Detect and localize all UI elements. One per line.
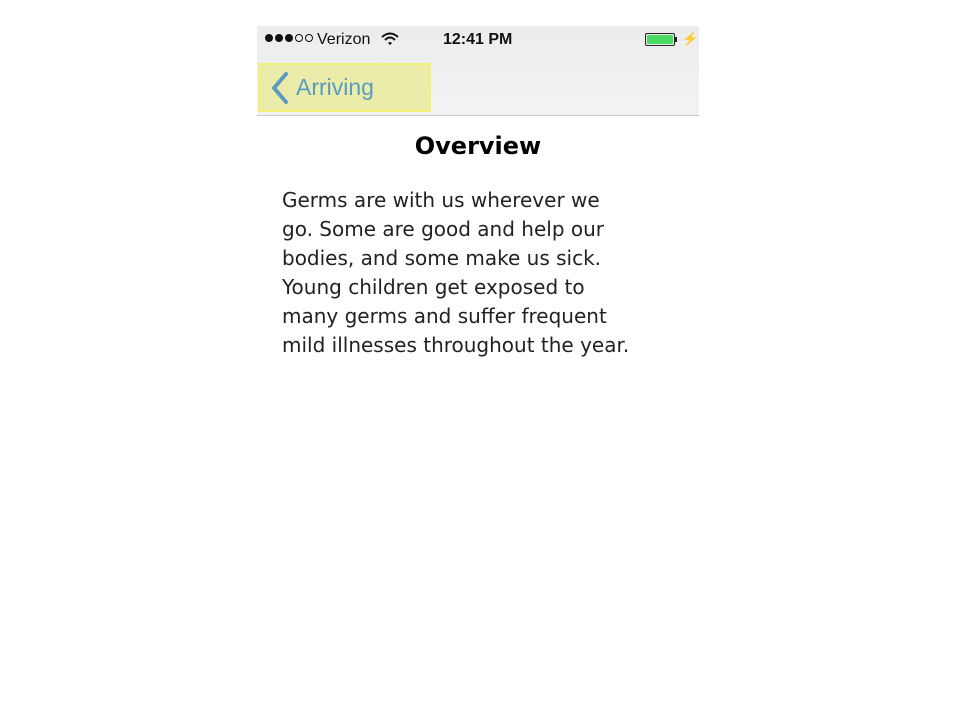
battery-icon [645,33,675,46]
status-bar [257,26,699,56]
paragraph-line: Germs are with us wherever we [282,188,600,212]
phone-screen [257,26,699,586]
signal-dot [285,34,293,42]
signal-dot [305,34,313,42]
signal-dots-icon [265,34,313,42]
back-button[interactable] [258,63,431,112]
wifi-icon [381,32,399,46]
paragraph-line: Young children get exposed to [282,275,585,299]
clock-time: 12:41 PM [443,31,513,48]
navigation-bar [257,26,699,116]
carrier-name: Verizon [317,31,371,48]
paragraph-line: go. Some are good and help our [282,217,605,241]
overview-paragraph [282,186,682,360]
page-title: Overview [414,132,542,160]
signal-dot [275,34,283,42]
battery-tip [675,37,677,42]
back-button-label: Arriving [296,74,374,100]
paragraph-line: mild illnesses throughout the year. [282,333,630,357]
signal-dot [265,34,273,42]
battery-level [647,35,673,44]
paragraph-line: bodies, and some make us sick. [282,246,602,270]
chevron-left-icon [268,70,292,106]
signal-dot [295,34,303,42]
paragraph-line: many germs and suffer frequent [282,304,607,328]
charging-bolt-icon: ⚡ [682,31,699,46]
